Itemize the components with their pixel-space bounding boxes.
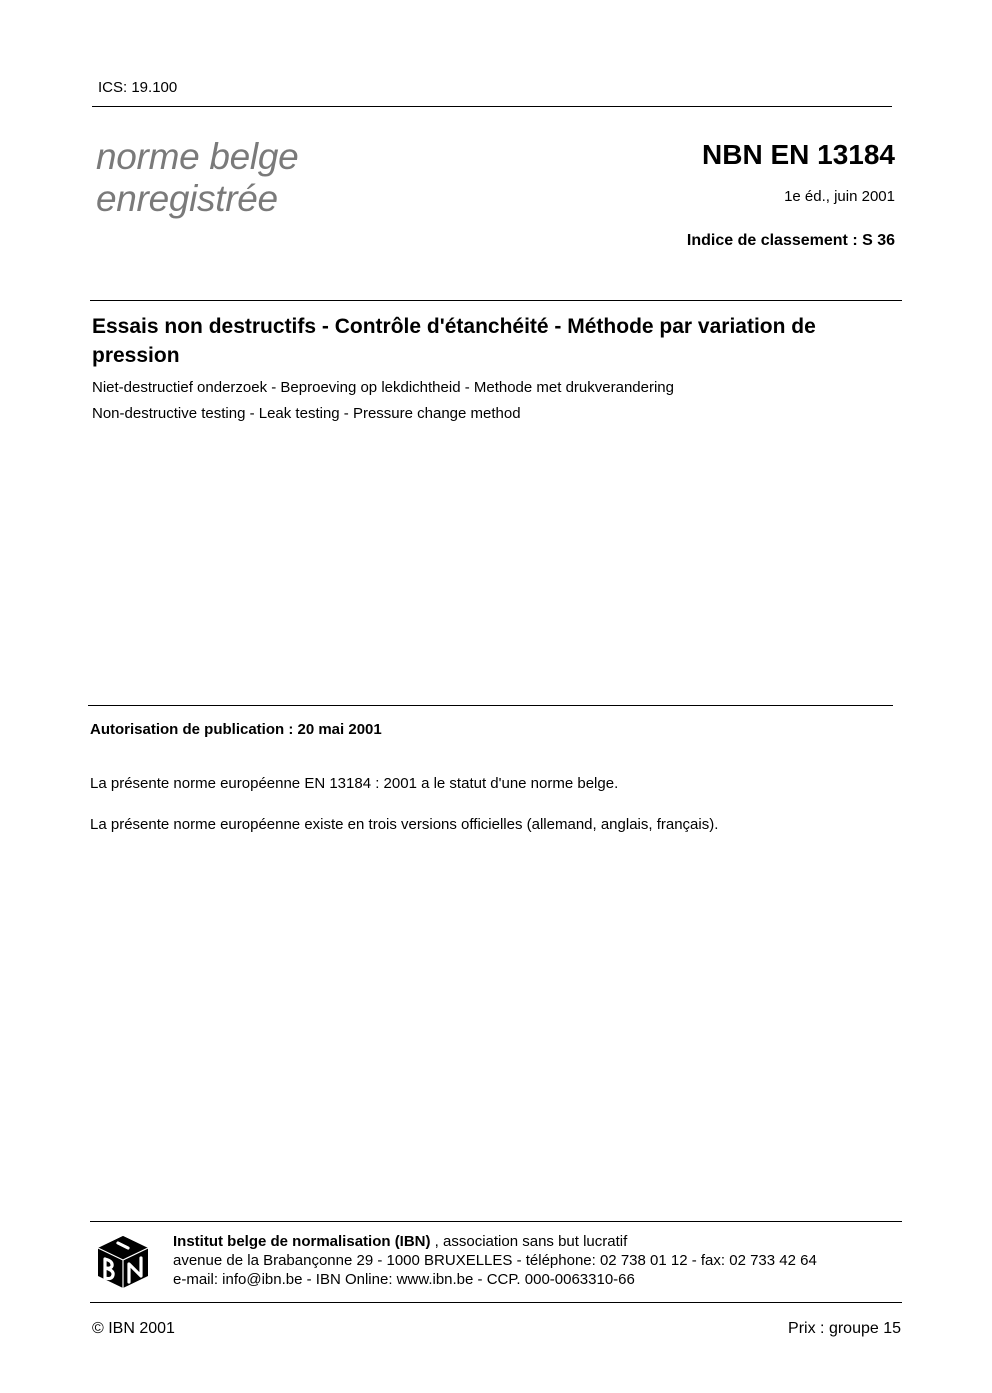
title-top-rule bbox=[90, 300, 902, 301]
institute-address: avenue de la Brabançonne 29 - 1000 BRUXELLES - téléphone: 02 738 01 12 - fax: 02 733 42 64 bbox=[173, 1252, 817, 1269]
ibn-logo bbox=[96, 1234, 150, 1290]
document-type-line-1: norme belge bbox=[96, 136, 299, 177]
document-type-line-2: enregistrée bbox=[96, 178, 278, 219]
publication-authorisation: Autorisation de publication : 20 mai 2001 bbox=[90, 721, 382, 738]
institute-address-block bbox=[173, 1232, 817, 1289]
body-top-rule bbox=[88, 705, 893, 706]
document-type-label bbox=[96, 136, 298, 220]
header-top-rule bbox=[92, 106, 892, 107]
statement-versions: La présente norme européenne existe en trois versions officielles (allemand, anglais, français). bbox=[90, 816, 719, 833]
institute-suffix: , association sans but lucratif bbox=[430, 1233, 628, 1250]
standard-code: NBN EN 13184 bbox=[702, 139, 895, 170]
footer-bottom-rule bbox=[90, 1302, 902, 1303]
institute-name: Institut belge de normalisation (IBN) bbox=[173, 1233, 431, 1250]
copyright: © IBN 2001 bbox=[92, 1320, 175, 1337]
statement-status: La présente norme européenne EN 13184 : 2001 a le statut d'une norme belge. bbox=[90, 775, 619, 792]
title-french: Essais non destructifs - Contrôle d'étanchéité - Méthode par variation de pression bbox=[92, 315, 816, 367]
ics-code: ICS: 19.100 bbox=[98, 79, 178, 96]
title-dutch: Niet-destructief onderzoek - Beproeving op lekdichtheid - Methode met drukverandering bbox=[92, 379, 674, 396]
edition-date: 1e éd., juin 2001 bbox=[784, 188, 895, 205]
title-english: Non-destructive testing - Leak testing - Pressure change method bbox=[92, 405, 521, 422]
institute-contact: e-mail: info@ibn.be - IBN Online: www.ibn.be - CCP. 000-0063310-66 bbox=[173, 1271, 635, 1288]
price-group: Prix : groupe 15 bbox=[788, 1320, 901, 1337]
institute-line bbox=[173, 1232, 817, 1251]
footer-top-rule bbox=[90, 1221, 902, 1222]
classification-index: Indice de classement : S 36 bbox=[686, 232, 895, 249]
